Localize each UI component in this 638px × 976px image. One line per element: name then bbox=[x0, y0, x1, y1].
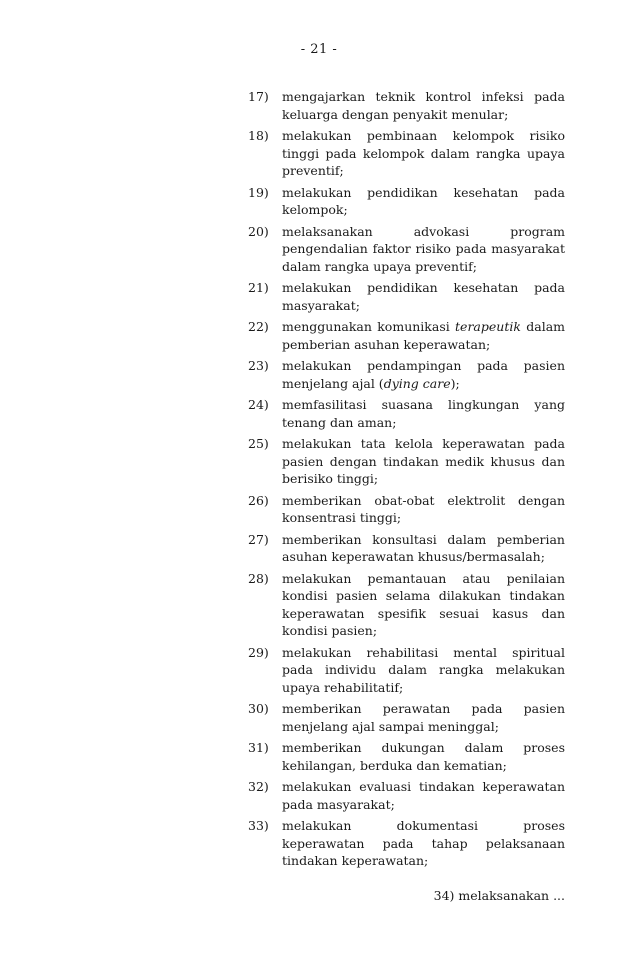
text-segment: melakukan pendidikan kesehatan pada masyarakat; bbox=[282, 280, 565, 313]
list-item-text bbox=[282, 357, 565, 392]
list-item-number: 17) bbox=[248, 89, 269, 104]
list-item bbox=[248, 396, 565, 431]
list-item-text bbox=[282, 318, 565, 353]
list-item-number: 27) bbox=[248, 531, 269, 547]
text-segment: mengajarkan teknik kontrol infeksi pada keluarga dengan penyakit menular; bbox=[282, 89, 565, 122]
list-item-number: 30) bbox=[248, 701, 269, 716]
text-segment: menggunakan komunikasi bbox=[282, 319, 456, 334]
list-item bbox=[248, 318, 565, 353]
list-item-text bbox=[282, 739, 565, 774]
list-item-text bbox=[282, 492, 565, 527]
list-item-number: 33) bbox=[248, 818, 269, 833]
list-item-text bbox=[282, 88, 565, 123]
list-item bbox=[248, 570, 565, 640]
list-item bbox=[248, 127, 565, 180]
list-item bbox=[248, 88, 565, 123]
text-segment: melakukan rehabilitasi mental spiritual pada individu dalam rangka melakukan upaya rehabilitatif; bbox=[282, 644, 565, 695]
page-number: - 21 - bbox=[300, 42, 338, 57]
list-item-number: 29) bbox=[248, 644, 269, 660]
item-list bbox=[248, 88, 565, 874]
list-item-number: 26) bbox=[248, 492, 269, 508]
list-item-text bbox=[282, 184, 565, 219]
list-item-number: 21) bbox=[248, 280, 269, 295]
list-item-number: 31) bbox=[248, 740, 269, 755]
list-item bbox=[248, 223, 565, 276]
text-segment: melakukan dokumentasi proses keperawatan pada tahap pelaksanaan tindakan keperawatan; bbox=[282, 818, 565, 868]
text-segment: melaksanakan advokasi program pengendalian faktor risiko pada masyarakat dalam rangka upaya preventif; bbox=[282, 223, 565, 274]
list-item bbox=[248, 357, 565, 392]
list-item-text bbox=[282, 644, 565, 697]
list-item bbox=[248, 644, 565, 697]
list-item-text bbox=[282, 817, 565, 870]
text-segment: ); bbox=[450, 375, 460, 391]
list-item bbox=[248, 492, 565, 527]
list-item-number: 28) bbox=[248, 570, 269, 586]
list-item-text bbox=[282, 223, 565, 276]
list-item bbox=[248, 184, 565, 219]
list-item-number: 25) bbox=[248, 436, 269, 451]
text-segment: memfasilitasi suasana lingkungan yang tenang dan aman; bbox=[282, 397, 565, 430]
list-item-text bbox=[282, 396, 565, 431]
italic-term: dying care bbox=[383, 375, 451, 391]
text-segment: melakukan pendidikan kesehatan pada kelompok; bbox=[282, 184, 565, 217]
list-item bbox=[248, 778, 565, 813]
list-item-text bbox=[282, 531, 565, 566]
list-item bbox=[248, 531, 565, 566]
text-segment: melakukan pembinaan kelompok risiko tinggi pada kelompok dalam rangka upaya preventif; bbox=[282, 128, 565, 178]
list-item-text bbox=[282, 435, 565, 488]
list-item-text bbox=[282, 570, 565, 640]
list-item-number: 23) bbox=[248, 358, 269, 373]
list-item-text bbox=[282, 279, 565, 314]
text-segment: memberikan obat-obat elektrolit dengan konsentrasi tinggi; bbox=[282, 492, 565, 525]
text-segment: memberikan dukungan dalam proses kehilangan, berduka dan kematian; bbox=[282, 740, 565, 773]
continuation-text: 34) melaksanakan ... bbox=[433, 888, 565, 903]
list-item-text bbox=[282, 127, 565, 180]
text-segment: melakukan pendampingan pada pasien menjelang ajal ( bbox=[282, 358, 565, 391]
list-item-number: 20) bbox=[248, 223, 269, 239]
text-segment: dalam pemberian asuhan keperawatan; bbox=[282, 319, 565, 352]
text-segment: melakukan evaluasi tindakan keperawatan pada masyarakat; bbox=[282, 779, 565, 812]
list-item bbox=[248, 279, 565, 314]
list-item bbox=[248, 739, 565, 774]
list-item-number: 32) bbox=[248, 779, 269, 794]
list-item-number: 18) bbox=[248, 128, 269, 143]
list-item-text bbox=[282, 778, 565, 813]
list-item bbox=[248, 700, 565, 735]
text-segment: memberikan perawatan pada pasien menjelang ajal sampai meninggal; bbox=[282, 701, 565, 734]
list-item-number: 19) bbox=[248, 184, 269, 200]
list-item-number: 24) bbox=[248, 397, 269, 412]
italic-term: terapeutik bbox=[455, 319, 521, 334]
list-item bbox=[248, 817, 565, 870]
text-segment: memberikan konsultasi dalam pemberian asuhan keperawatan khusus/bermasalah; bbox=[282, 531, 565, 564]
text-segment: melakukan pemantauan atau penilaian kondisi pasien selama dilakukan tindakan keperawatan spesifik sesuai kasus dan kondisi pasien; bbox=[282, 570, 565, 638]
list-item bbox=[248, 435, 565, 488]
list-item-number: 22) bbox=[248, 319, 269, 334]
text-segment: melakukan tata kelola keperawatan pada pasien dengan tindakan medik khusus dan berisiko tinggi; bbox=[282, 436, 565, 486]
list-item-text bbox=[282, 700, 565, 735]
